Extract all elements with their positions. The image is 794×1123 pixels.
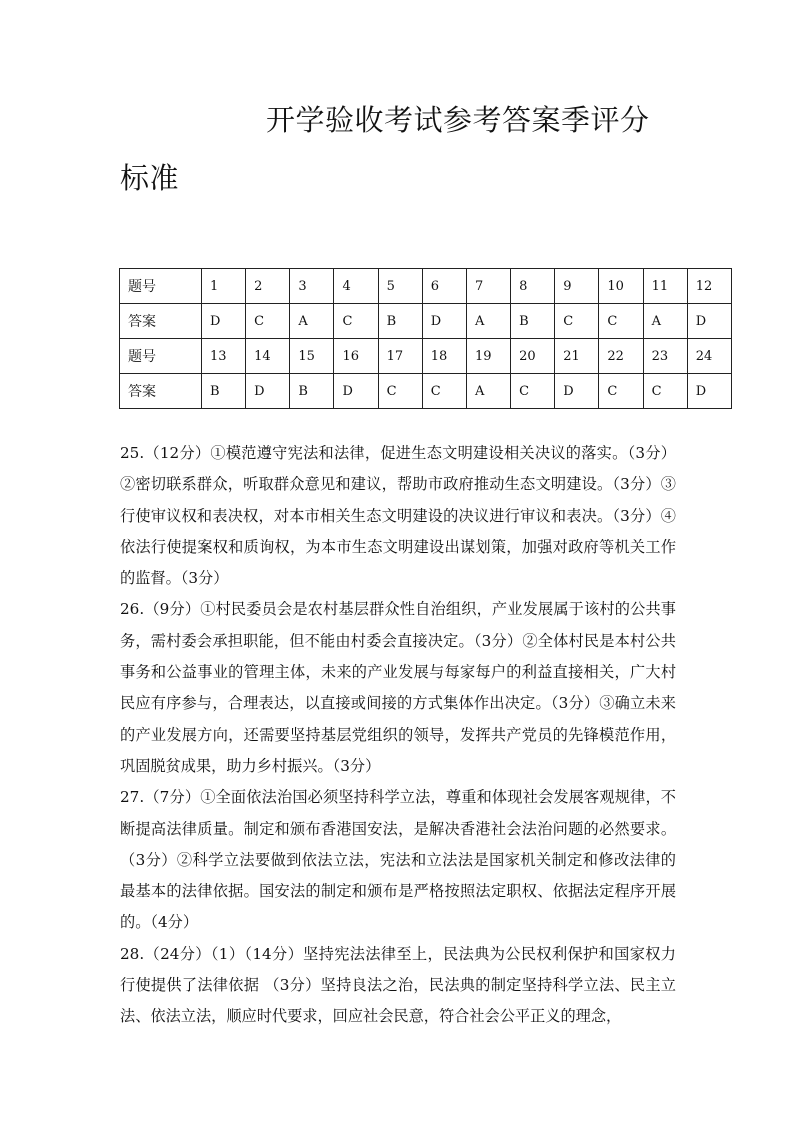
answer-q28: 28.（24分）（1）（14分）坚持宪法法律至上，民法典为公民权利保护和国家权力行使提供了法律依据 （3分）坚持良法之治，民法典的制定坚持科学立法、民主立法、依法立法，顺应时代要求，回应社会民意，符合社会公平正义的理念，: [120, 944, 676, 1026]
table-cell: A: [466, 304, 510, 339]
table-cell: A: [466, 374, 510, 409]
table-cell: 21: [555, 339, 599, 374]
table-cell: C: [334, 304, 378, 339]
table-cell: 23: [643, 339, 687, 374]
row-label: 题号: [120, 269, 202, 304]
page-title-line-1: 开学验收考试参考答案季评分: [266, 103, 650, 137]
table-cell: D: [422, 304, 466, 339]
table-cell: 6: [422, 269, 466, 304]
row-label: 答案: [120, 374, 202, 409]
table-cell: D: [687, 304, 731, 339]
table-cell: 16: [334, 339, 378, 374]
table-cell: 17: [378, 339, 422, 374]
table-cell: A: [643, 304, 687, 339]
row-label: 题号: [120, 339, 202, 374]
table-cell: D: [202, 304, 246, 339]
table-cell: D: [334, 374, 378, 409]
table-row: [120, 269, 732, 304]
table-cell: C: [422, 374, 466, 409]
table-cell: A: [290, 304, 334, 339]
table-cell: 8: [511, 269, 555, 304]
table-row: [120, 374, 732, 409]
table-cell: 20: [511, 339, 555, 374]
table-row: [120, 304, 732, 339]
table-cell: D: [555, 374, 599, 409]
table-row: [120, 339, 732, 374]
table-cell: C: [599, 374, 643, 409]
answer-explanations: [120, 438, 676, 1033]
table-cell: 18: [422, 339, 466, 374]
row-label: 答案: [120, 304, 202, 339]
table-cell: 14: [246, 339, 290, 374]
table-cell: C: [378, 374, 422, 409]
table-cell: 11: [643, 269, 687, 304]
table-cell: B: [202, 374, 246, 409]
table-cell: B: [378, 304, 422, 339]
table-cell: 9: [555, 269, 599, 304]
table-cell: 3: [290, 269, 334, 304]
table-cell: 7: [466, 269, 510, 304]
answer-q27: 27.（7分）①全面依法治国必须坚持科学立法，尊重和体现社会发展客观规律，不断提高法律质量。制定和颁布香港国安法，是解决香港社会法治问题的必然要求。（3分）②科学立法要做到依法立法，宪法和立法法是国家机关制定和修改法律的最基本的法律依据。国安法的制定和颁布是严格按照法定职权、依据法定程序开展的。（4分）: [120, 788, 676, 932]
table-cell: C: [555, 304, 599, 339]
answer-q26: 26.（9分）①村民委员会是农村基层群众性自治组织，产业发展属于该村的公共事务，需村委会承担职能，但不能由村委会直接决定。（3分）②全体村民是本村公共事务和公益事业的管理主体，未来的产业发展与每家每户的利益直接相关，广大村民应有序参与，合理表达，以直接或间接的方式集体作出决定。（3分）③确立未来的产业发展方向，还需要坚持基层党组织的领导，发挥共产党员的先锋模范作用，巩固脱贫成果，助力乡村振兴。（3分）: [120, 600, 676, 775]
table-cell: 1: [202, 269, 246, 304]
table-cell: C: [599, 304, 643, 339]
table-cell: C: [643, 374, 687, 409]
table-cell: C: [246, 304, 290, 339]
table-cell: 13: [202, 339, 246, 374]
table-cell: 4: [334, 269, 378, 304]
answer-key-table: [119, 268, 732, 409]
table-cell: 10: [599, 269, 643, 304]
table-cell: 19: [466, 339, 510, 374]
answer-q25: 25.（12分）①模范遵守宪法和法律，促进生态文明建设相关决议的落实。（3分）②密切联系群众，听取群众意见和建议，帮助市政府推动生态文明建设。（3分）③行使审议权和表决权，对本市相关生态文明建设的决议进行审议和表决。（3分）④依法行使提案权和质询权，为本市生态文明建设出谋划策，加强对政府等机关工作的监督。（3分）: [120, 444, 676, 588]
table-cell: D: [246, 374, 290, 409]
table-cell: 24: [687, 339, 731, 374]
page-title-line-2: 标准: [120, 161, 180, 195]
table-cell: B: [290, 374, 334, 409]
table-cell: 22: [599, 339, 643, 374]
table-cell: D: [687, 374, 731, 409]
table-cell: 12: [687, 269, 731, 304]
table-cell: 15: [290, 339, 334, 374]
table-cell: 5: [378, 269, 422, 304]
table-cell: 2: [246, 269, 290, 304]
table-cell: C: [511, 374, 555, 409]
table-cell: B: [511, 304, 555, 339]
